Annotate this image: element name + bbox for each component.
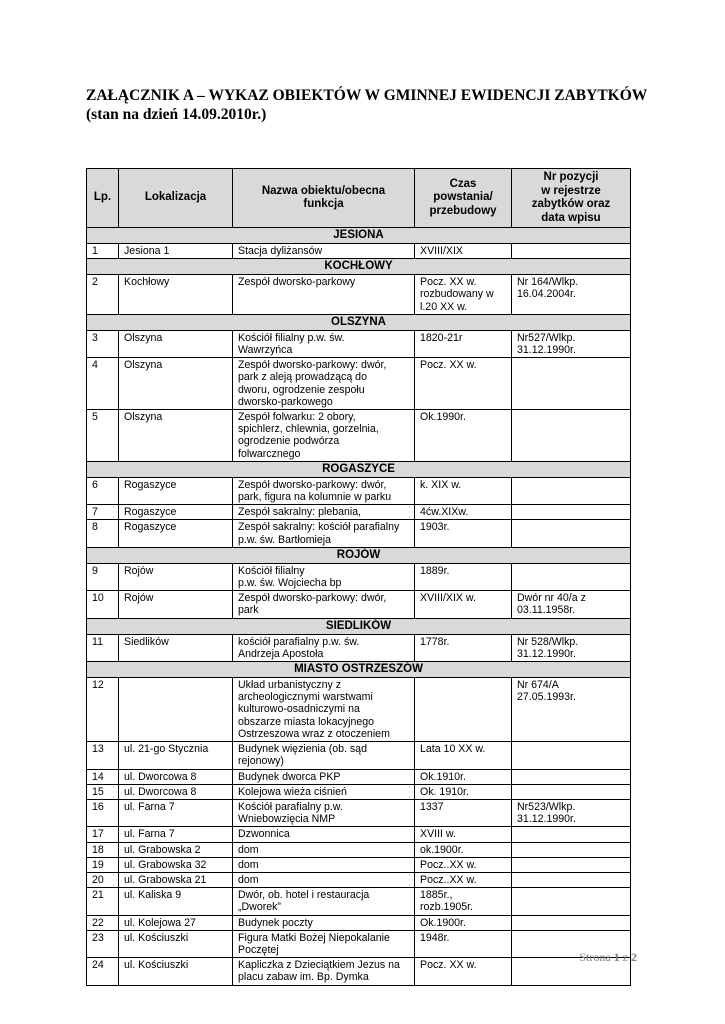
table-row [87,872,631,887]
cell-nazwa: Zespół dworsko-parkowy: dwór, park [233,591,415,618]
cell-nr-rejestru [512,915,631,930]
cell-nazwa: Budynek więzienia (ob. sąd rejonowy) [233,742,415,769]
cell-nr-rejestru [512,410,631,462]
document-date-note: (stan na dzień 14.09.2010r.) [86,106,267,123]
cell-lp: 8 [87,520,119,547]
table-row [87,591,631,618]
cell-czas: 1778r. [415,634,512,661]
cell-czas: Pocz. XX w. rozbudowany w l.20 XX w. [415,275,512,315]
cell-lokalizacja: Rogaszyce [119,505,233,520]
cell-lp: 7 [87,505,119,520]
cell-czas: 1889r. [415,563,512,590]
cell-nr-rejestru [512,520,631,547]
cell-lp: 22 [87,915,119,930]
cell-nr-rejestru [512,857,631,872]
cell-lokalizacja: Olszyna [119,330,233,357]
table-row [87,842,631,857]
table-row [87,634,631,661]
table-row [87,358,631,410]
cell-lokalizacja: Rojów [119,591,233,618]
cell-nazwa: Zespół folwarku: 2 obory, spichlerz, chlewnia, gorzelnia, ogrodzenie podwórza folwarcznego [233,410,415,462]
cell-czas: Pocz. XX w. [415,958,512,985]
table-row [87,888,631,915]
cell-nr-rejestru: Nr523/Wlkp. 31.12.1990r. [512,799,631,826]
cell-lokalizacja: ul. 21-go Stycznia [119,742,233,769]
cell-lokalizacja: ul. Grabowska 2 [119,842,233,857]
cell-czas: XVIII/XIX w. [415,591,512,618]
cell-czas: 4ćw.XIXw. [415,505,512,520]
cell-nr-rejestru [512,563,631,590]
cell-czas: Ok.1900r. [415,915,512,930]
cell-nazwa: Zespół sakralny: plebania, [233,505,415,520]
cell-czas: Pocz..XX w. [415,872,512,887]
cell-nazwa: Dwór, ob. hotel i restauracja „Dworek” [233,888,415,915]
table-row [87,275,631,315]
cell-nazwa: Budynek poczty [233,915,415,930]
footer-current-page: 1 [613,950,620,964]
cell-lokalizacja: ul. Kościuszki [119,958,233,985]
cell-lokalizacja: ul. Grabowska 21 [119,872,233,887]
cell-nr-rejestru [512,888,631,915]
cell-czas: Lata 10 XX w. [415,742,512,769]
cell-lokalizacja: ul. Dworcowa 8 [119,784,233,799]
cell-nazwa: Kościół filialny p.w. św. Wojciecha bp [233,563,415,590]
cell-lokalizacja: Rogaszyce [119,477,233,504]
cell-nazwa: kościół parafialny p.w. św. Andrzeja Apostoła [233,634,415,661]
cell-lokalizacja: ul. Kościuszki [119,930,233,957]
cell-lokalizacja: ul. Grabowska 32 [119,857,233,872]
header-lp: Lp. [87,169,119,228]
cell-nazwa: dom [233,872,415,887]
table-row [87,784,631,799]
cell-czas: Ok. 1910r. [415,784,512,799]
cell-nr-rejestru [512,244,631,259]
cell-czas: 1903r. [415,520,512,547]
table-row [87,678,631,742]
table-row [87,915,631,930]
cell-nr-rejestru [512,872,631,887]
cell-lokalizacja: ul. Dworcowa 8 [119,769,233,784]
footer-label: Strona [579,950,611,964]
cell-lp: 9 [87,563,119,590]
cell-nazwa: Kapliczka z Dzieciątkiem Jezus na placu zabaw im. Bp. Dymka [233,958,415,985]
cell-nr-rejestru: Nr 674/A 27.05.1993r. [512,678,631,742]
header-nazwa: Nazwa obiektu/obecna funkcja [233,169,415,228]
section-title: MIASTO OSTRZESZÓW [87,662,631,678]
cell-czas: 1948r. [415,930,512,957]
cell-nazwa: dom [233,842,415,857]
cell-lp: 3 [87,330,119,357]
cell-nazwa: Zespół dworsko-parkowy: dwór, park z aleją prowadzącą do dworu, ogrodzenie zespołu dworsko-parkowego [233,358,415,410]
cell-lokalizacja: Olszyna [119,358,233,410]
cell-czas: Pocz..XX w. [415,857,512,872]
cell-lp: 23 [87,930,119,957]
section-row [87,547,631,563]
section-row [87,662,631,678]
cell-lokalizacja [119,678,233,742]
cell-lokalizacja: Olszyna [119,410,233,462]
section-row [87,618,631,634]
table-row [87,330,631,357]
cell-czas: 1820-21r [415,330,512,357]
table-row [87,799,631,826]
cell-lokalizacja: Jesiona 1 [119,244,233,259]
section-row [87,314,631,330]
cell-nr-rejestru: Nr 528/Wlkp. 31.12.1990r. [512,634,631,661]
cell-nr-rejestru [512,842,631,857]
header-lokalizacja: Lokalizacja [119,169,233,228]
cell-lokalizacja: ul. Farna 7 [119,827,233,842]
footer-total-pages: 2 [631,950,637,964]
cell-lp: 19 [87,857,119,872]
cell-lp: 16 [87,799,119,826]
section-title: OLSZYNA [87,314,631,330]
cell-nazwa: Układ urbanistyczny z archeologicznymi warstwami kulturowo-osadniczymi na obszarze miasta lokacyjnego Ostrzeszowa wraz z otoczeniem [233,678,415,742]
cell-nazwa: dom [233,857,415,872]
cell-nr-rejestru [512,358,631,410]
table-header-row [87,169,631,228]
cell-nr-rejestru [512,477,631,504]
cell-lp: 6 [87,477,119,504]
cell-nazwa: Kościół parafialny p.w. Wniebowzięcia NMP [233,799,415,826]
monuments-table [86,168,631,986]
section-row [87,228,631,244]
cell-nr-rejestru [512,505,631,520]
cell-czas: k. XIX w. [415,477,512,504]
cell-lokalizacja: Siedlików [119,634,233,661]
cell-nazwa: Budynek dworca PKP [233,769,415,784]
cell-nr-rejestru: Dwór nr 40/a z 03.11.1958r. [512,591,631,618]
cell-nazwa: Dzwonnica [233,827,415,842]
table-row [87,520,631,547]
cell-nr-rejestru [512,784,631,799]
table-row [87,827,631,842]
cell-lokalizacja: Rogaszyce [119,520,233,547]
table-row [87,505,631,520]
cell-czas: Pocz. XX w. [415,358,512,410]
cell-lp: 11 [87,634,119,661]
cell-lp: 18 [87,842,119,857]
document-title: ZAŁĄCZNIK A – WYKAZ OBIEKTÓW W GMINNEJ EWIDENCJI ZABYTKÓW [86,87,648,104]
document-heading [86,86,646,124]
table-row [87,244,631,259]
table-row [87,563,631,590]
cell-nazwa: Stacja dyliżansów [233,244,415,259]
cell-lp: 13 [87,742,119,769]
cell-czas: 1337 [415,799,512,826]
cell-nazwa: Zespół sakralny: kościół parafialny p.w. św. Bartłomieja [233,520,415,547]
cell-czas: XVIII w. [415,827,512,842]
cell-czas: ok.1900r. [415,842,512,857]
cell-lp: 12 [87,678,119,742]
header-czas: Czas powstania/ przebudowy [415,169,512,228]
cell-lokalizacja: Rojów [119,563,233,590]
cell-lokalizacja: ul. Farna 7 [119,799,233,826]
cell-lp: 14 [87,769,119,784]
header-nr-rejestru: Nr pozycji w rejestrze zabytków oraz data wpisu [512,169,631,228]
cell-nr-rejestru: Nr527/Wlkp. 31.12.1990r. [512,330,631,357]
cell-nr-rejestru [512,742,631,769]
cell-lp: 17 [87,827,119,842]
section-title: KOCHŁOWY [87,259,631,275]
cell-nr-rejestru: Nr 164/Wlkp. 16.04.2004r. [512,275,631,315]
cell-nr-rejestru [512,827,631,842]
table-row [87,477,631,504]
cell-nazwa: Zespół dworsko-parkowy [233,275,415,315]
cell-lp: 2 [87,275,119,315]
table-body [87,228,631,986]
footer-of: z [622,950,628,964]
cell-lp: 24 [87,958,119,985]
table-row [87,958,631,985]
table-row [87,769,631,784]
cell-czas: Ok.1910r. [415,769,512,784]
cell-lp: 5 [87,410,119,462]
table-row [87,930,631,957]
cell-czas: XVIII/XIX [415,244,512,259]
cell-nr-rejestru [512,769,631,784]
section-row [87,461,631,477]
section-title: JESIONA [87,228,631,244]
cell-czas: 1885r., rozb.1905r. [415,888,512,915]
cell-czas: Ok.1990r. [415,410,512,462]
section-title: ROJÓW [87,547,631,563]
cell-nazwa: Zespół dworsko-parkowy: dwór, park, figura na kolumnie w parku [233,477,415,504]
section-title: ROGASZYCE [87,461,631,477]
cell-lp: 4 [87,358,119,410]
section-row [87,259,631,275]
section-title: SIEDLIKÓW [87,618,631,634]
table-row [87,857,631,872]
cell-lokalizacja: Kochłowy [119,275,233,315]
table-row [87,742,631,769]
cell-lp: 10 [87,591,119,618]
cell-nazwa: Figura Matki Bożej Niepokalanie Poczętej [233,930,415,957]
cell-lp: 1 [87,244,119,259]
cell-lokalizacja: ul. Kaliska 9 [119,888,233,915]
cell-lp: 21 [87,888,119,915]
cell-lp: 15 [87,784,119,799]
cell-czas [415,678,512,742]
cell-nazwa: Kościół filialny p.w. św. Wawrzyńca [233,330,415,357]
cell-nazwa: Kolejowa wieża ciśnień [233,784,415,799]
table-row [87,410,631,462]
cell-lp: 20 [87,872,119,887]
page-footer [579,950,637,965]
cell-lokalizacja: ul. Kolejowa 27 [119,915,233,930]
